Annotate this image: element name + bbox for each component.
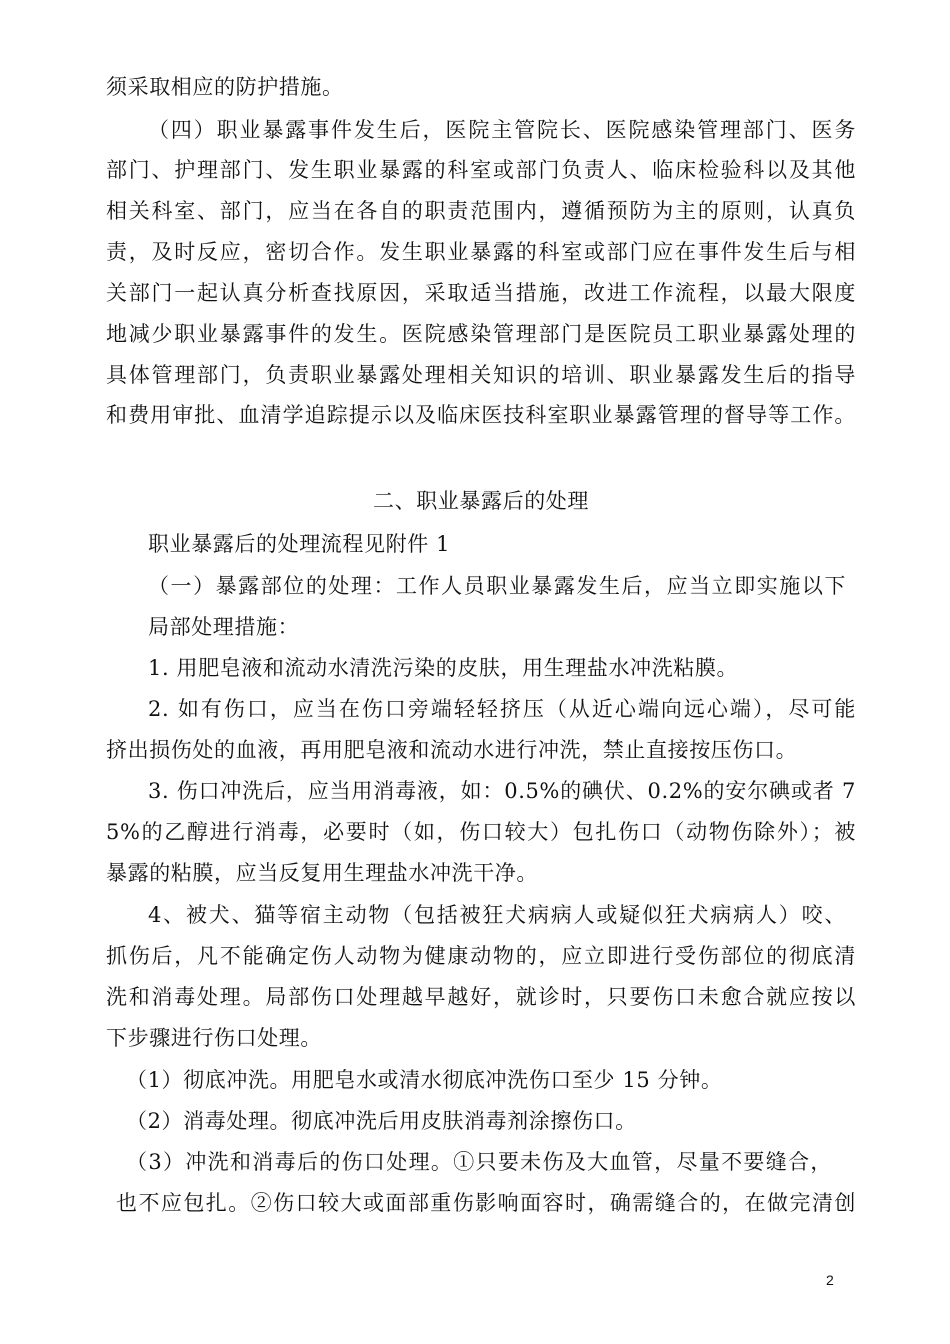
text-line: 具体管理部门，负责职业暴露处理相关知识的培训、职业暴露发生后的指导 — [106, 363, 856, 387]
text-line: 5%的乙醇进行消毒，必要时（如，伤口较大）包扎伤口（动物伤除外）；被 — [106, 820, 856, 844]
text-line: （四）职业暴露事件发生后，医院主管院长、医院感染管理部门、医务 — [148, 118, 856, 142]
text-line: 2. 如有伤口，应当在伤口旁端轻轻挤压（从近心端向远心端），尽可能 — [148, 697, 856, 721]
text-line: 关部门一起认真分析查找原因，采取适当措施，改进工作流程，以最大限度 — [106, 281, 856, 305]
text-line: （2）消毒处理。彻底冲洗后用皮肤消毒剂涂擦伤口。 — [126, 1109, 637, 1133]
text-line: 下步骤进行伤口处理。 — [106, 1026, 322, 1050]
text-line: 须采取相应的防护措施。 — [106, 75, 344, 99]
text-line: 地减少职业暴露事件的发生。医院感染管理部门是医院员工职业暴露处理的 — [106, 322, 856, 346]
text-line: 挤出损伤处的血液，再用肥皂液和流动水进行冲洗，禁止直接按压伤口。 — [106, 738, 798, 762]
text-line: （3）冲洗和消毒后的伤口处理。①只要未伤及大血管，尽量不要缝合， — [126, 1150, 832, 1174]
section-heading: 二、职业暴露后的处理 — [373, 489, 589, 513]
text-line: 1. 用肥皂液和流动水清洗污染的皮肤，用生理盐水冲洗粘膜。 — [148, 656, 739, 680]
text-line: 局部处理措施： — [148, 615, 300, 639]
text-line: 职业暴露后的处理流程见附件 1 — [148, 532, 451, 556]
text-line: 3. 伤口冲洗后，应当用消毒液，如：0.5%的碘伏、0.2%的安尔碘或者 7 — [148, 779, 856, 803]
page-number: 2 — [826, 1272, 834, 1288]
text-line: 也不应包扎。②伤口较大或面部重伤影响面容时，确需缝合的，在做完清创 — [116, 1191, 856, 1215]
text-line: 抓伤后，凡不能确定伤人动物为健康动物的，应立即进行受伤部位的彻底清 — [106, 944, 856, 968]
text-line: 暴露的粘膜，应当反复用生理盐水冲洗干净。 — [106, 861, 538, 885]
text-line: 部门、护理部门、发生职业暴露的科室或部门负责人、临床检验科以及其他 — [106, 158, 856, 182]
text-line: （一）暴露部位的处理：工作人员职业暴露发生后，应当立即实施以下 — [148, 574, 846, 598]
text-line: 洗和消毒处理。局部伤口处理越早越好，就诊时，只要伤口未愈合就应按以 — [106, 985, 856, 1009]
text-line: 4、被犬、猫等宿主动物（包括被狂犬病病人或疑似狂犬病病人）咬、 — [148, 903, 846, 927]
text-line: 责，及时反应，密切合作。发生职业暴露的科室或部门应在事件发生后与相 — [106, 240, 856, 264]
text-line: （1）彻底冲洗。用肥皂水或清水彻底冲洗伤口至少 15 分钟。 — [126, 1068, 723, 1092]
text-line: 和费用审批、血清学追踪提示以及临床医技科室职业暴露管理的督导等工作。 — [106, 403, 856, 427]
text-line: 相关科室、部门，应当在各自的职责范围内，遵循预防为主的原则，认真负 — [106, 199, 856, 223]
